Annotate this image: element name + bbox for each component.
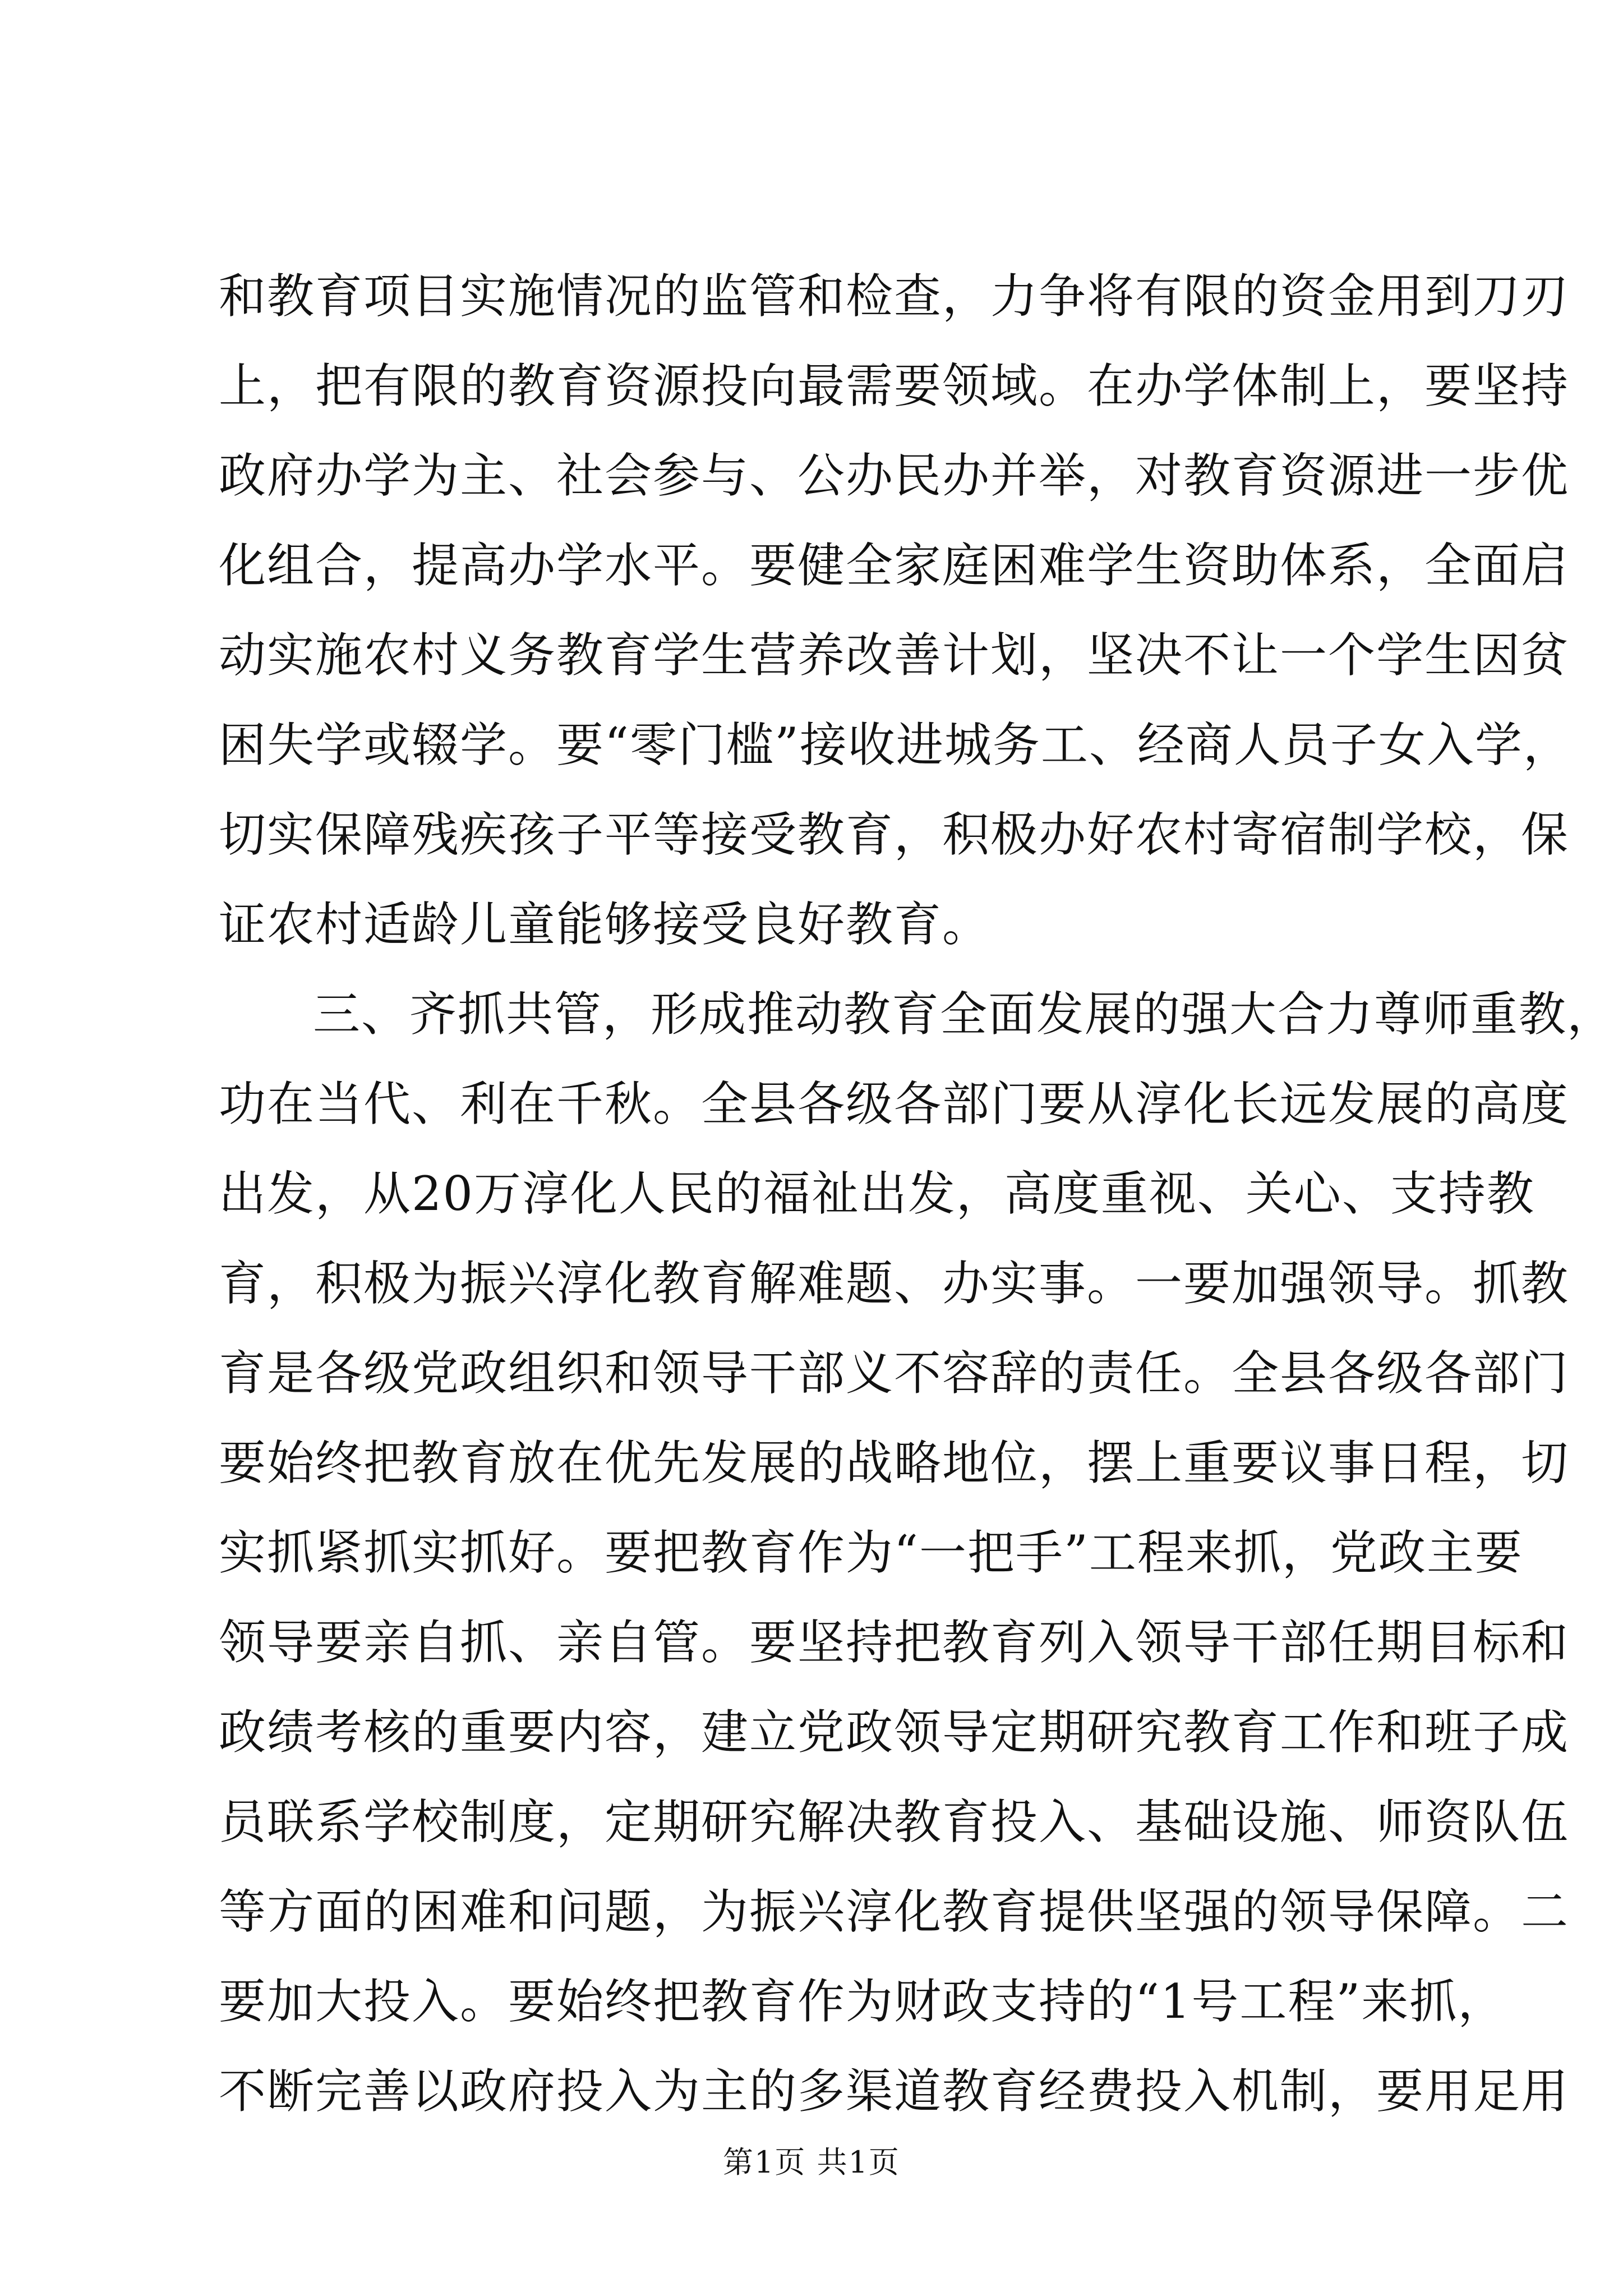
text-line: 出发，从20万淳化人民的福祉出发，高度重视、关心、支持教 (219, 1166, 1535, 1221)
text-line: 困失学或辍学。要“零门槛”接收进城务工、经商人员子女入学， (219, 717, 1571, 772)
paragraph-1 (219, 251, 1571, 969)
text-line: 员联系学校制度，定期研究解决教育投入、基础设施、师资队伍 (219, 1795, 1570, 1849)
text-line: 要始终把教育放在优先发展的战略地位，摆上重要议事日程，切 (219, 1435, 1570, 1490)
text-line: 政府办学为主、社会参与、公办民办并举，对教育资源进一步优 (219, 448, 1570, 503)
text-line: 领导要亲自抓、亲自管。要坚持把教育列入领导干部任期目标和 (219, 1615, 1570, 1670)
text-line: 化组合，提高办学水平。要健全家庭困难学生资助体系，全面启 (219, 538, 1570, 593)
text-line: 功在当代、利在千秋。全县各级各部门要从淳化长远发展的高度 (219, 1076, 1570, 1131)
paragraph-2 (219, 969, 1616, 2136)
page-footer (0, 2143, 1623, 2182)
text-line: 上，把有限的教育资源投向最需要领域。在办学体制上，要坚持 (219, 358, 1570, 413)
text-line: 不断完善以政府投入为主的多渠道教育经费投入机制，要用足用 (219, 2064, 1570, 2119)
text-line: 和教育项目实施情况的监管和检查，力争将有限的资金用到刀刃 (219, 269, 1570, 324)
text-line: 切实保障残疾孩子平等接受教育，积极办好农村寄宿制学校，保 (219, 807, 1570, 862)
text-line: 实抓紧抓实抓好。要把教育作为“一把手”工程来抓，党政主要 (219, 1525, 1523, 1580)
section-heading-line: 三、齐抓共管，形成推动教育全面发展的强大合力尊师重教， (313, 987, 1616, 1042)
text-line: 动实施农村义务教育学生营养改善计划，坚决不让一个学生因贫 (219, 628, 1570, 683)
text-line: 证农村适龄儿童能够接受良好教育。 (219, 897, 991, 952)
text-line: 等方面的困难和问题，为振兴淳化教育提供坚强的领导保障。二 (219, 1884, 1570, 1939)
text-line: 育，积极为振兴淳化教育解难题、办实事。一要加强领导。抓教 (219, 1256, 1570, 1311)
text-line: 育是各级党政组织和领导干部义不容辞的责任。全县各级各部门 (219, 1346, 1570, 1401)
text-line: 要加大投入。要始终把教育作为财政支持的“1号工程”来抓， (219, 1974, 1506, 2029)
document-body (219, 251, 1616, 2136)
text-line: 政绩考核的重要内容，建立党政领导定期研究教育工作和班子成 (219, 1705, 1570, 1760)
page-number: 第1页 共1页 (723, 2145, 900, 2180)
